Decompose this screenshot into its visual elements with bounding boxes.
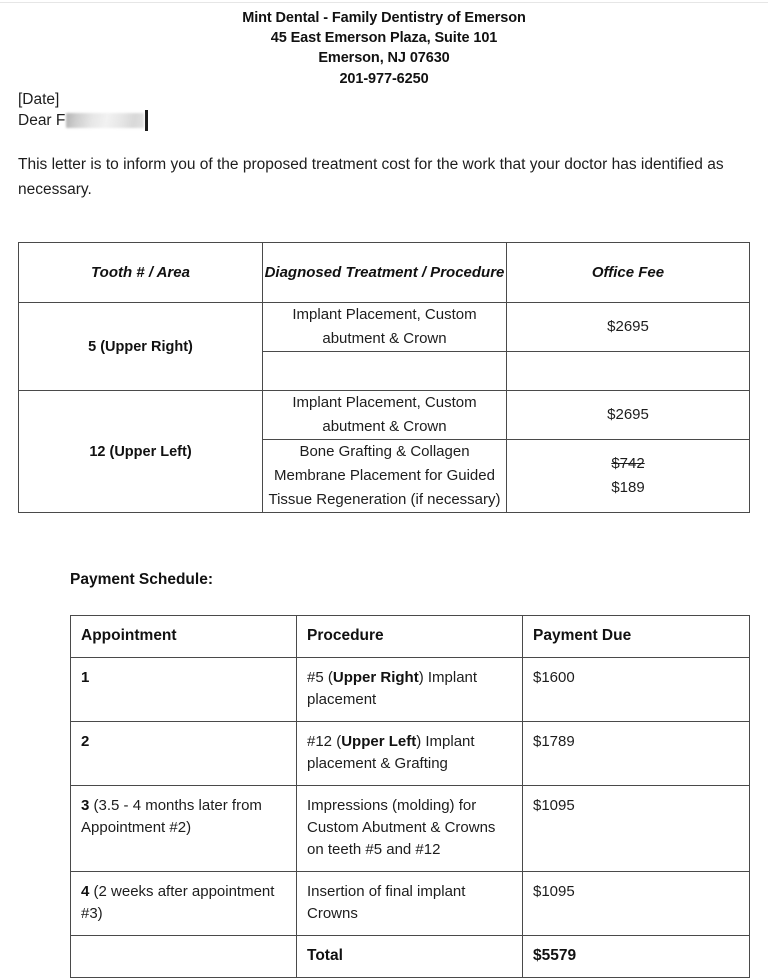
procedure-text-pre: Insertion of final implant Crowns: [307, 883, 466, 922]
salutation-line: [18, 110, 148, 131]
date-placeholder: [Date]: [18, 91, 60, 108]
payment-header-payment-due: Payment Due: [523, 616, 750, 658]
payment-header-appointment: Appointment: [71, 616, 297, 658]
procedure-text-emphasis: Upper Right: [332, 669, 419, 686]
treatment-fee-cell-discounted: [507, 440, 750, 513]
payment-appointment-cell: [71, 872, 297, 936]
payment-header-procedure: Procedure: [297, 616, 523, 658]
procedure-text-pre: #12 (: [307, 733, 342, 750]
payment-due-cell: $1600: [523, 658, 750, 722]
table-row-total: [71, 936, 750, 978]
payment-procedure-cell: [297, 658, 523, 722]
table-row: [71, 786, 750, 872]
payment-schedule-heading: Payment Schedule:: [70, 571, 213, 588]
payment-due-cell: $1095: [523, 872, 750, 936]
table-row: [71, 872, 750, 936]
redacted-patient-name: [66, 113, 144, 128]
procedure-text-emphasis: Upper Left: [341, 733, 417, 750]
treatment-tooth-cell: 12 (Upper Left): [19, 391, 263, 513]
treatment-tooth-cell: 5 (Upper Right): [19, 303, 263, 391]
appointment-note: (2 weeks after appointment #3): [81, 883, 275, 922]
appointment-number: 4: [81, 883, 90, 900]
appointment-number: 3: [81, 797, 90, 814]
payment-appointment-cell: [71, 786, 297, 872]
treatment-fee-cell-empty: [507, 352, 750, 391]
appointment-number: 2: [81, 733, 90, 750]
total-empty-cell: [71, 936, 297, 978]
text-cursor-caret: [145, 110, 148, 131]
treatment-fee-cell: $2695: [507, 391, 750, 440]
appointment-number: 1: [81, 669, 90, 686]
total-label: Total: [297, 936, 523, 978]
payment-appointment-cell: [71, 722, 297, 786]
original-fee-struck: $742: [611, 455, 645, 472]
practice-street-address: 45 East Emerson Plaza, Suite 101: [270, 30, 498, 47]
treatment-procedure-cell: Bone Grafting & Collagen Membrane Placement for Guided Tissue Regeneration (if necessary): [263, 440, 507, 513]
treatment-procedure-cell: Implant Placement, Custom abutment & Crown: [263, 303, 507, 352]
salutation-prefix: Dear F: [18, 112, 66, 129]
practice-phone: 201-977-6250: [339, 70, 429, 87]
table-row: [71, 722, 750, 786]
practice-name: Mint Dental - Family Dentistry of Emerson: [242, 10, 526, 26]
payment-procedure-cell: [297, 722, 523, 786]
treatment-procedure-cell: Implant Placement, Custom abutment & Crown: [263, 391, 507, 440]
treatment-table-header-row: [19, 243, 750, 303]
treatment-fee-cell: $2695: [507, 303, 750, 352]
payment-due-cell: $1095: [523, 786, 750, 872]
procedure-text-pre: Impressions (molding) for Custom Abutment & Crowns on teeth #5 and #12: [307, 797, 496, 858]
procedure-text-pre: #5 (: [307, 669, 333, 686]
payment-procedure-cell: [297, 786, 523, 872]
treatment-cost-table: [18, 242, 750, 513]
payment-table-header-row: [71, 616, 750, 658]
practice-city-state-zip: Emerson, NJ 07630: [318, 50, 450, 67]
appointment-note: (3.5 - 4 months later from Appointment #2): [81, 797, 262, 836]
payment-appointment-cell: [71, 658, 297, 722]
procedure-text-post: ) Implant placement: [307, 669, 478, 708]
table-row: [19, 391, 750, 440]
table-row: [71, 658, 750, 722]
payment-due-cell: $1789: [523, 722, 750, 786]
treatment-header-tooth: Tooth # / Area: [19, 243, 263, 303]
payment-procedure-cell: [297, 872, 523, 936]
letterhead: [0, 8, 768, 89]
revised-fee: $189: [611, 479, 645, 496]
payment-schedule-table: [70, 615, 750, 978]
treatment-procedure-cell-empty: [263, 352, 507, 391]
treatment-header-procedure: Diagnosed Treatment / Procedure: [263, 243, 507, 303]
treatment-header-fee: Office Fee: [507, 243, 750, 303]
table-row: [19, 303, 750, 352]
body-paragraph: This letter is to inform you of the proposed treatment cost for the work that your doctor has identified as necessary.: [18, 156, 724, 198]
procedure-text-post: ) Implant placement & Grafting: [307, 733, 475, 772]
total-value: $5579: [523, 936, 750, 978]
page-top-rule: [0, 2, 768, 3]
